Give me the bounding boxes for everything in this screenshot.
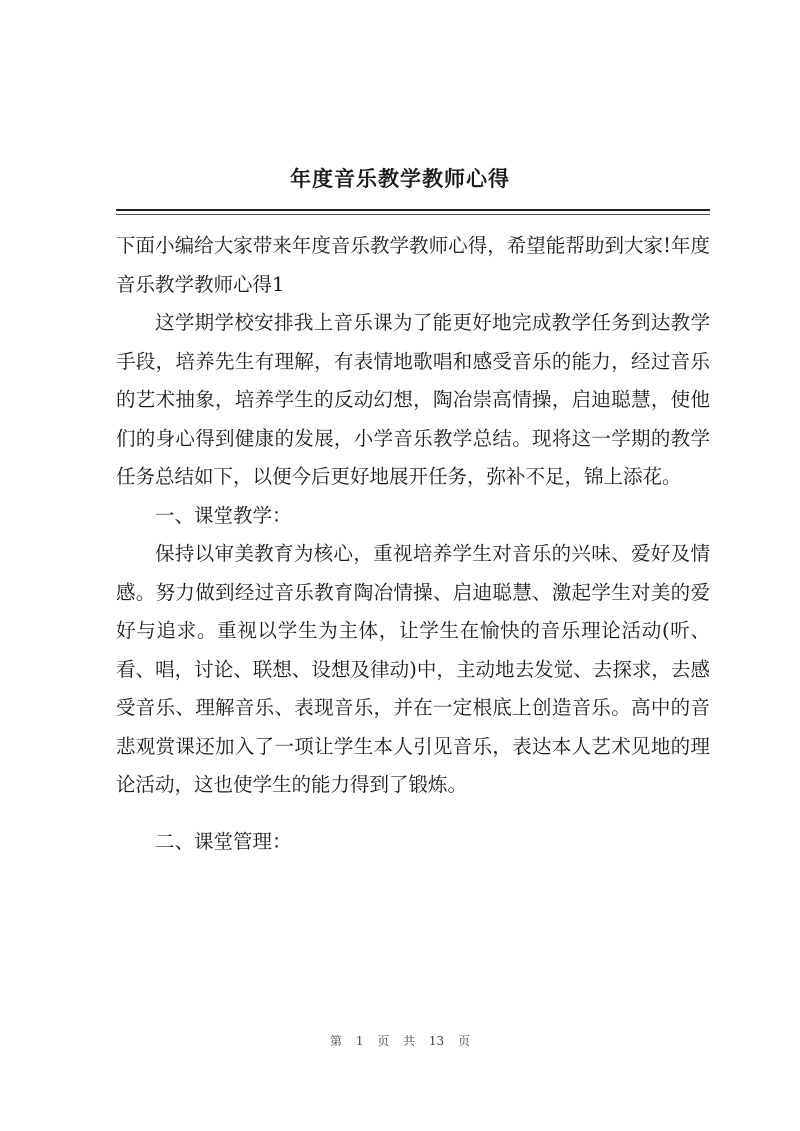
- title-underline-thick: [116, 209, 710, 211]
- intro-paragraph: 下面小编给大家带来年度音乐教学教师心得，希望能帮助到大家!年度音乐教学教师心得1: [116, 234, 710, 296]
- section-heading-2: 二、课堂管理：: [155, 829, 292, 853]
- body-paragraph-1: 这学期学校安排我上音乐课为了能更好地完成教学任务到达教学手段，培养先生有理解，有表情地歌唱和感受音乐的能力，经过音乐的艺术抽象，培养学生的反动幻想，陶冶崇高情操，启迪聪慧，使他们的身心得到健康的发展，小学音乐教学总结。现将这一学期的教学任务总结如下，以便今后更好地展开任务，弥补不足，锦上添花。: [116, 311, 710, 488]
- document-body: [116, 227, 710, 861]
- page-footer: 第 1 页 共 13 页: [330, 1034, 470, 1048]
- title-underline-thin: [116, 214, 710, 215]
- body-paragraph-2: 保持以审美教育为核心，重视培养学生对音乐的兴味、爱好及情感。努力做到经过音乐教育陶冶情操、启迪聪慧、激起学生对美的爱好与追求。重视以学生为主体，让学生在愉快的音乐理论活动(听、看、唱，讨论、联想、设想及律动)中，主动地去发觉、去探求，去感受音乐、理解音乐、表现音乐，并在一定根底上创造音乐。高中的音悲观赏课还加入了一项让学生本人引见音乐，表达本人艺术见地的理论活动，这也使学生的能力得到了锻炼。: [116, 542, 710, 796]
- document-title: 年度音乐教学教师心得: [290, 166, 510, 191]
- section-heading-1: 一、课堂教学：: [155, 503, 292, 527]
